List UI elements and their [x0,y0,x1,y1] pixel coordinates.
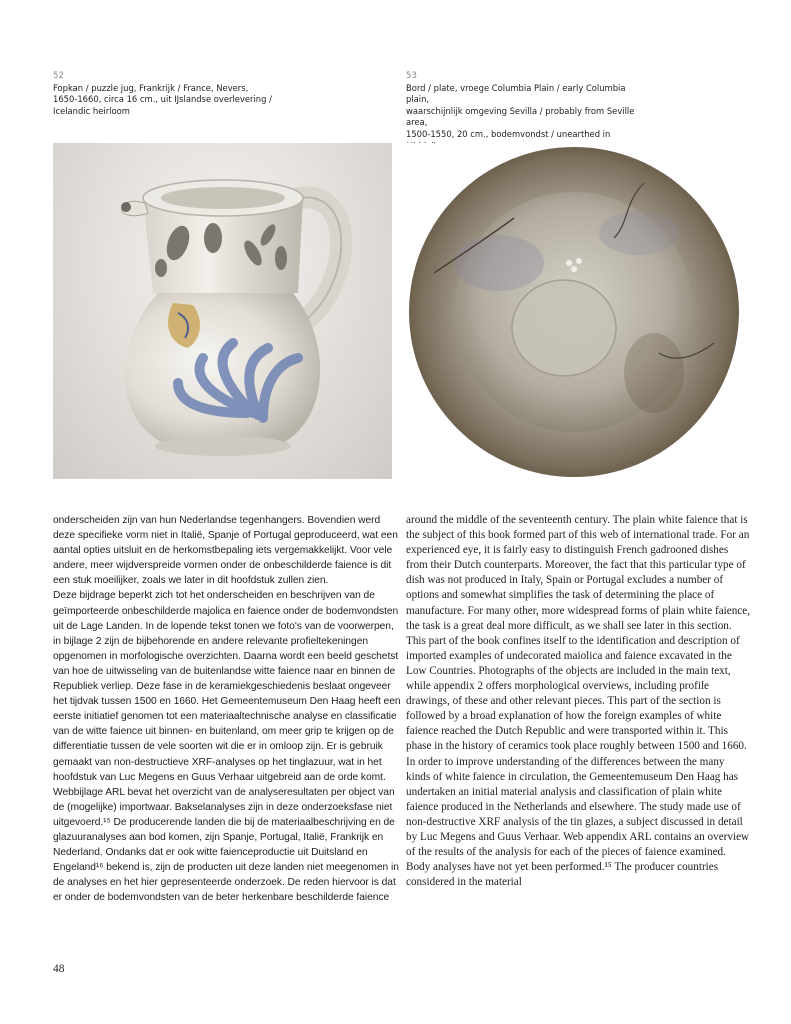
puzzle-jug-illustration [53,143,392,479]
caption-number: 52 [53,71,64,81]
plate-illustration [404,143,743,479]
caption-line: 1500-1550, 20 cm., bodemvondst / unearthed in [406,128,611,139]
paragraph: Deze bijdrage beperkt zich tot het onderscheiden en beschrijven van de geïmporteerde onbeschilderde majolica en faience onder de bodemvondsten uit de Lage Landen. In de lopende tekst tonen we foto's van de voorwerpen, in bijlage 2 zijn de bijbehorende en andere relevante profieltekeningen opgenomen in morfologische overzichten. Daarna wordt een beeld geschetst van hoe de uitwisseling van de buitenlandse witte faience naar en binnen de Republiek verliep. Deze fase in de keramiekgeschiedenis beslaat ongeveer het tijdvak tussen 1500 en 1660. Het Gemeentemuseum Den Haag heeft een eerste initiatief genomen tot een materiaaltechnische analyse en classificatie van de witte faience uit binnen- en buitenland, om meer grip te krijgen op de differentiatie tussen de vele soorten wit die er in omloop zijn. Er is gebruik gemaakt van non-destructieve XRF-analyses op het tinglazuur, wat in het hoofdstuk van Luc Megens en Guus Verhaar uitgebreid aan de orde komt. Webbijlage ARL bevat het overzicht van de analyseresultaten per object van de (mogelijke) importwaar. Bakselanalyses zijn in deze onderzoeksfase niet uitgevoerd.¹⁵ De producerende landen die bij de materiaalbeschrijving en de glazuuranalyses aan bod komen, zijn Spanje, Portugal, Italië, Frankrijk en Nederland. Ondanks dat er ook witte faienceproductie uit Duitsland en Engeland¹⁶ bekend is, zijn de producten uit deze landen niet meegenomen in de analyses en het hier gepresenteerde onderzoek. De reden hiervoor is dat er onder de bodemvondsten van de beter herkenbare beschilderde faience [53,590,401,904]
body-text-english [406,513,751,890]
paragraph: This part of the book confines itself to the identification and description of imported examples of undecorated maiolica and faience excavated in the Low Countries. Photographs of the objects are included in the main text, while appendix 2 offers morphological overviews, including profile drawings, of these and other relevant pieces. This part of the section is followed by a broad explanation of how the foreign examples of white faience reached the Dutch Republic and were transported within it. This phase in the history of ceramics took place roughly between 1500 and 1660. In order to improve understanding of the differences between the many kinds of white faience in circulation, the Gemeentemuseum Den Haag has undertaken an initial material analysis and classification of plain white faience produced in the Netherlands and elsewhere. The study made use of non-destructive XRF analysis of the tin glazes, a subject discussed in detail by Luc Megens and Guus Verhaar. Web appendix ARL contains an overview of the results of the analysis for each of the pieces of faience examined. Body analyses have not yet been performed.¹⁵ The producer countries considered in the material [406,634,750,889]
paragraph: onderscheiden zijn van hun Nederlandse tegenhangers. Bovendien werd deze specifieke vorm niet in Italië, Spanje of Portugal geproduceerd, wat een aantal opties uitsluit en de herkomstbepaling iets vergemakkelijkt. Voor vele andere, meer wijdverspreide vormen onder de onbeschilderde faience is dit een stuk moeilijker, zoals we later in dit hoofdstuk zullen zien. [53,515,398,587]
page-number: 48 [53,963,65,975]
caption-line: 1650-1660, circa 16 cm., uit IJslandse overlevering / [53,94,272,105]
puzzle-jug-photo [53,143,392,479]
caption-line: Bord / plate, vroege Columbia Plain / early Columbia plain, [406,82,626,105]
paragraph: around the middle of the seventeenth century. The plain white faience that is the subject of this book formed part of this web of international trade. For an experienced eye, it is fairly easy to distinguish French gadrooned dishes from their Dutch counterparts. Moreover, the fact that this particular type of dish was not produced in Italy, Spain or Portugal excludes a number of options and somewhat simplifies the task of determining the place of manufacture. For many other, more widespread forms of plain white faience, the task is a great deal more difficult, as we shall see later in this section. [406,514,751,632]
caption-line: Icelandic heirloom [53,105,130,116]
caption-line: waarschijnlijk omgeving Sevilla / probably from Seville area, [406,105,635,128]
plate-photo [404,143,743,479]
caption-52 [53,71,301,117]
caption-number: 53 [406,71,417,81]
body-text-dutch [53,513,401,905]
caption-line: Fopkan / puzzle jug, Frankrijk / France, Nevers, [53,82,249,93]
caption-53 [406,71,646,152]
